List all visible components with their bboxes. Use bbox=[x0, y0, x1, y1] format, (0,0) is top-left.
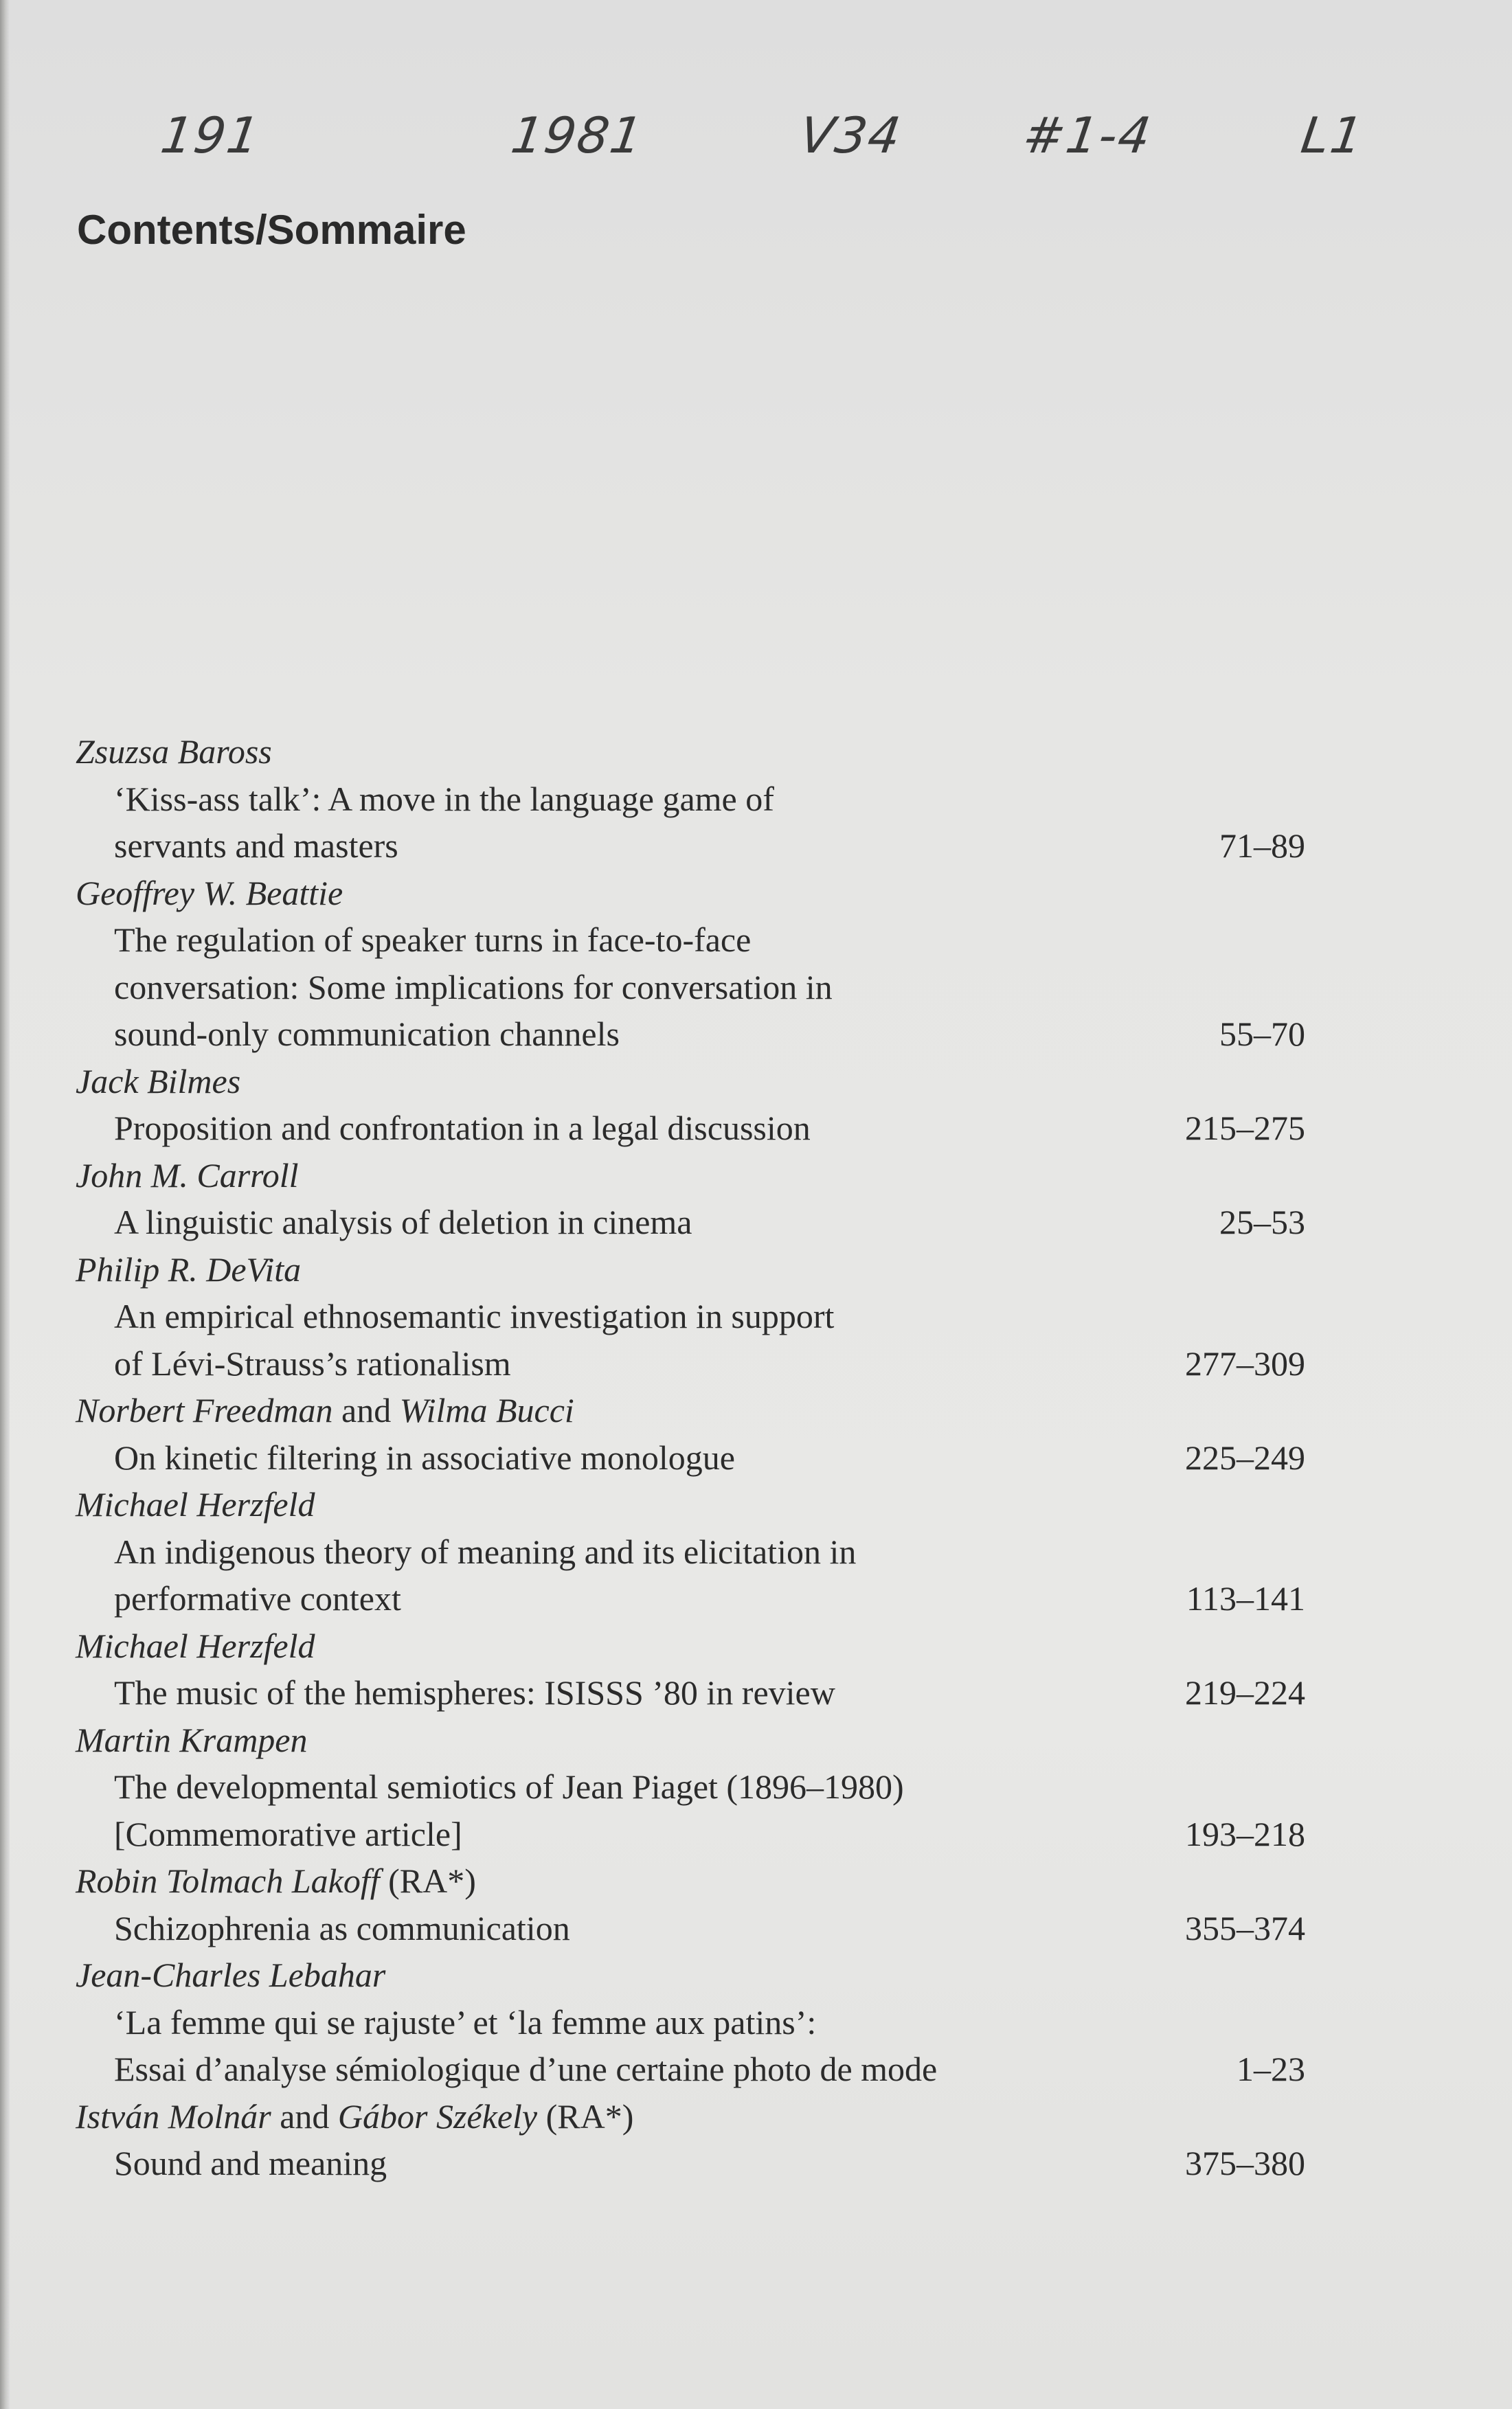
entry-title-line: ‘Kiss-ass talk’: A move in the language game of bbox=[114, 779, 774, 818]
entry-authors bbox=[76, 1717, 1305, 1764]
toc-entry bbox=[76, 1152, 1305, 1246]
entry-authors bbox=[76, 1387, 1305, 1434]
entry-title-line: ‘La femme qui se rajuste’ et ‘la femme aux patins’: bbox=[114, 2002, 817, 2042]
entry-title-line: performative context bbox=[114, 1579, 401, 1618]
entry-title-line: of Lévi-Strauss’s rationalism bbox=[114, 1344, 511, 1383]
author-name: Gábor Székely bbox=[337, 2096, 538, 2136]
toc-entry bbox=[76, 1246, 1305, 1388]
entry-authors bbox=[76, 1058, 1305, 1105]
entry-pages: 71–89 bbox=[1219, 826, 1305, 865]
entry-title-line: [Commemorative article] bbox=[114, 1814, 462, 1853]
entry-title-line: servants and masters bbox=[114, 826, 398, 865]
table-of-contents bbox=[76, 728, 1305, 2187]
entry-title-line: On kinetic filtering in associative monologue bbox=[114, 1438, 735, 1477]
author-name: Zsuzsa Baross bbox=[76, 732, 272, 771]
author-name: John M. Carroll bbox=[76, 1155, 299, 1195]
entry-title-line: The regulation of speaker turns in face-to-face bbox=[114, 920, 752, 959]
entry-pages: 215–275 bbox=[1185, 1109, 1305, 1147]
entry-pages: 55–70 bbox=[1219, 1015, 1305, 1053]
entry-pages: 1–23 bbox=[1237, 2050, 1305, 2088]
entry-title-line: The music of the hemispheres: ISISSS ’80 in review bbox=[114, 1673, 835, 1712]
entry-authors bbox=[76, 1622, 1305, 1670]
entry-pages: 113–141 bbox=[1186, 1579, 1305, 1618]
toc-entry bbox=[76, 1622, 1305, 1717]
page-title: Contents/Sommaire bbox=[77, 207, 466, 253]
entry-authors bbox=[76, 728, 1305, 776]
entry-authors bbox=[76, 870, 1305, 917]
author-name: Robin Tolmach Lakoff bbox=[76, 1862, 380, 1900]
entry-pages: 225–249 bbox=[1185, 1438, 1305, 1477]
entry-title-line: Sound and meaning bbox=[114, 2144, 387, 2182]
toc-entry bbox=[76, 1481, 1305, 1622]
handwritten-call-number bbox=[0, 106, 1512, 182]
entry-authors bbox=[76, 1246, 1305, 1293]
toc-entry bbox=[76, 1717, 1305, 1858]
handwritten-mark: #1-4 bbox=[1019, 106, 1155, 164]
entry-authors bbox=[76, 1857, 1305, 1905]
entry-title-line: Schizophrenia as communication bbox=[114, 1908, 570, 1947]
entry-pages: 375–380 bbox=[1185, 2144, 1305, 2182]
entry-pages: 25–53 bbox=[1219, 1203, 1305, 1241]
author-name: István Molnár bbox=[76, 2096, 271, 2136]
entry-pages: 277–309 bbox=[1185, 1344, 1305, 1383]
entry-title-line: A linguistic analysis of deletion in cinema bbox=[114, 1203, 692, 1241]
page-edge-shadow bbox=[0, 0, 10, 2409]
author-name: Martin Krampen bbox=[76, 1720, 308, 1759]
entry-authors bbox=[76, 2093, 1305, 2140]
author-name: Philip R. DeVita bbox=[76, 1249, 302, 1289]
author-name: Wilma Bucci bbox=[399, 1391, 574, 1429]
author-name: Norbert Freedman bbox=[76, 1391, 333, 1429]
author-name: Jean-Charles Lebahar bbox=[76, 1956, 386, 1994]
author-separator: and bbox=[332, 1391, 400, 1429]
entry-title-line: Proposition and confrontation in a legal discussion bbox=[114, 1109, 811, 1147]
toc-entry bbox=[76, 1387, 1305, 1481]
entry-title-line: conversation: Some implications for conversation in bbox=[114, 967, 833, 1006]
entry-title-line: The developmental semiotics of Jean Piaget (1896–1980) bbox=[114, 1767, 904, 1806]
handwritten-mark: V34 bbox=[796, 106, 905, 164]
entry-title-line: Essai d’analyse sémiologique d’une certaine photo de mode bbox=[114, 2050, 938, 2088]
toc-entry bbox=[76, 1857, 1305, 1952]
entry-pages: 193–218 bbox=[1185, 1814, 1305, 1853]
entry-authors bbox=[76, 1152, 1305, 1199]
entry-pages: 355–374 bbox=[1185, 1908, 1305, 1947]
toc-entry bbox=[76, 870, 1305, 1058]
entry-title-line: An indigenous theory of meaning and its elicitation in bbox=[114, 1532, 857, 1571]
entry-pages: 219–224 bbox=[1185, 1673, 1305, 1712]
toc-entry bbox=[76, 2093, 1305, 2187]
author-note: (RA*) bbox=[379, 1862, 476, 1900]
entry-authors bbox=[76, 1952, 1305, 1999]
entry-title-line: sound-only communication channels bbox=[114, 1015, 620, 1053]
author-name: Michael Herzfeld bbox=[76, 1485, 315, 1524]
handwritten-mark: 191 bbox=[157, 106, 264, 164]
entry-title-line: An empirical ethnosemantic investigation in support bbox=[114, 1297, 835, 1335]
handwritten-mark: 1981 bbox=[508, 106, 648, 164]
entry-authors bbox=[76, 1481, 1305, 1528]
author-name: Michael Herzfeld bbox=[76, 1626, 315, 1665]
toc-entry bbox=[76, 1952, 1305, 2093]
handwritten-mark: L1 bbox=[1298, 106, 1368, 164]
author-name: Geoffrey W. Beattie bbox=[76, 873, 343, 912]
author-name: Jack Bilmes bbox=[76, 1061, 241, 1100]
toc-entry bbox=[76, 1058, 1305, 1152]
author-note: (RA*) bbox=[537, 2096, 634, 2136]
toc-entry bbox=[76, 728, 1305, 870]
author-separator: and bbox=[271, 2096, 338, 2136]
